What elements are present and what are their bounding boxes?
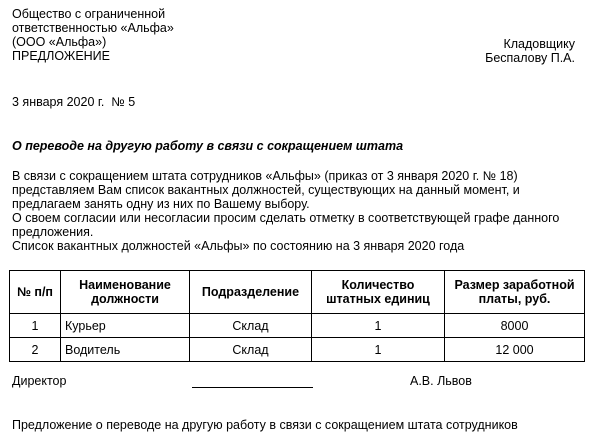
body-line: О своем согласии или несогласии просим сделать отметку в соответствующей графе данного	[12, 211, 560, 225]
table-row	[10, 338, 585, 362]
body-line: Список вакантных должностей «Альфы» по состоянию на 3 января 2020 года	[12, 239, 465, 253]
table-row	[10, 314, 585, 338]
vacancies-table	[9, 270, 585, 362]
cell-number: 2	[10, 338, 61, 362]
document-type: ПРЕДЛОЖЕНИЕ	[12, 49, 111, 63]
footer-text: Предложение о переводе на другую работу в связи с сокращением штата сотрудников	[12, 418, 518, 432]
header-headcount: Количество штатных единиц	[312, 271, 445, 314]
body-line: В связи с сокращением штата сотрудников «Альфы» (приказ от 3 января 2020 г. № 18)	[12, 169, 518, 183]
cell-position: Курьер	[61, 314, 190, 338]
recipient-name: Беспалову П.А.	[485, 51, 575, 65]
document-subject: О переводе на другую работу в связи с сокращением штата	[12, 139, 404, 153]
recipient-position: Кладовщику	[503, 37, 575, 51]
recipient-block	[485, 37, 575, 65]
organization-block	[12, 7, 174, 63]
cell-position: Водитель	[61, 338, 190, 362]
cell-department: Склад	[190, 314, 312, 338]
table-header-row	[10, 271, 585, 314]
org-name-line-1: Общество с ограниченной	[12, 7, 166, 21]
header-department: Подразделение	[190, 271, 312, 314]
org-name-line-2: ответственностью «Альфа»	[12, 21, 174, 35]
cell-headcount: 1	[312, 314, 445, 338]
cell-headcount: 1	[312, 338, 445, 362]
org-short-name: (ООО «Альфа»)	[12, 35, 107, 49]
header-position: Наименование должности	[61, 271, 190, 314]
cell-number: 1	[10, 314, 61, 338]
body-line: предлагаем занять одну из них по Вашему выбору.	[12, 197, 310, 211]
header-salary: Размер заработной платы, руб.	[445, 271, 585, 314]
signatory-title: Директор	[12, 374, 67, 388]
signature-line	[192, 387, 313, 388]
cell-department: Склад	[190, 338, 312, 362]
header-number: № п/п	[10, 271, 61, 314]
cell-salary: 8000	[445, 314, 585, 338]
body-line: предложения.	[12, 225, 94, 239]
body-line: представляем Вам список вакантных должностей, существующих на данный момент, и	[12, 183, 520, 197]
signatory-name: А.В. Львов	[410, 374, 472, 388]
cell-salary: 12 000	[445, 338, 585, 362]
document-date-number: 3 января 2020 г. № 5	[12, 95, 136, 109]
document-body	[12, 169, 584, 253]
